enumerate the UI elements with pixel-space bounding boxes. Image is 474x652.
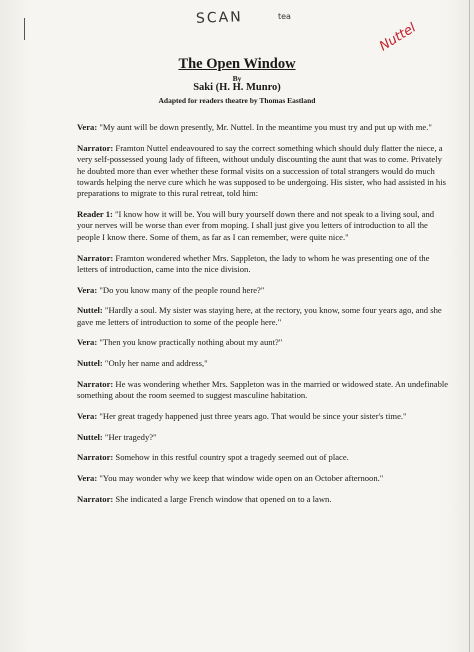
script-body <box>77 122 449 515</box>
handwritten-scan-note: SCAN <box>195 9 243 27</box>
script-line <box>77 285 449 296</box>
document-title: The Open Window <box>178 56 296 72</box>
speaker-name: Nuttel: <box>77 358 103 369</box>
handwritten-mark: tea <box>278 12 291 21</box>
line-text: Framton wondered whether Mrs. Sappleton, the lady to whom he was presenting one of the letters of introduction, came into the nice division. <box>77 252 430 274</box>
line-text: "Then you know practically nothing about my aunt?" <box>97 337 283 348</box>
line-text: He was wondering whether Mrs. Sappleton was in the married or widowed state. An undefinable something about the room seemed to suggest masculine habitation. <box>77 378 449 401</box>
handwritten-role-note: Nuttel <box>377 20 419 55</box>
line-text: "Do you know many of the people round here?" <box>97 284 265 295</box>
speaker-name: Nuttel: <box>77 431 103 442</box>
line-text: "Only her name and address," <box>102 358 208 369</box>
speaker-name: Narrator: <box>77 493 114 504</box>
line-text: "Hardly a soul. My sister was staying here, at the rectory, you know, some four years ago, and she gave me letters of introduction to some of the people here." <box>77 305 442 327</box>
script-line <box>77 432 449 443</box>
binding-mark <box>24 18 25 40</box>
adaptation-credit: Adapted for readers theatre by Thomas Eastland <box>158 96 316 105</box>
speaker-name: Vera: <box>77 122 98 132</box>
line-text: Somehow in this restful country spot a tragedy seemed out of place. <box>113 452 349 463</box>
script-line <box>77 494 449 505</box>
speaker-name: Narrator: <box>77 378 114 389</box>
script-line <box>77 122 449 133</box>
byline-by: By <box>232 74 242 83</box>
speaker-name: Vera: <box>77 284 98 295</box>
line-text: She indicated a large French window that opened on to a lawn. <box>113 493 332 504</box>
script-line <box>77 209 449 243</box>
script-line <box>77 379 449 402</box>
line-text: "I know how it will be. You will bury yourself down there and not speak to a living soul, and your nerves will be worse than ever from moping. I shall just give you letters of introduction to all the people I know there. Some of them, as far as I can remember, were quite nice." <box>77 209 435 242</box>
speaker-name: Vera: <box>77 410 98 421</box>
script-line <box>77 253 449 276</box>
speaker-name: Narrator: <box>77 252 114 263</box>
script-line <box>77 411 449 422</box>
speaker-name: Nuttel: <box>77 305 103 316</box>
speaker-name: Narrator: <box>77 142 114 153</box>
line-text: "You may wonder why we keep that window wide open on an October afternoon." <box>97 473 384 484</box>
script-line <box>77 305 449 328</box>
line-text: "My aunt will be down presently, Mr. Nuttel. In the meantime you must try and put up with me." <box>97 122 432 132</box>
speaker-name: Narrator: <box>77 452 114 463</box>
speaker-name: Vera: <box>77 337 98 348</box>
line-text: Framton Nuttel endeavoured to say the correct something which should duly flatter the niece, a very self-possessed young lady of fifteen, without unduly discounting the aunt that was to come. Privately he doubted more than ever whether these formal visits on a succession of total strangers would do much towards helping the nerve cure which he was supposed to be undergoing. His sister, who had assisted in his preparations to migrate to this rural retreat, told him: <box>77 142 446 199</box>
speaker-name: Vera: <box>77 473 98 484</box>
script-line <box>77 143 449 200</box>
line-text: "Her great tragedy happened just three years ago. That would be since your sister's time." <box>97 410 407 421</box>
script-line <box>77 337 449 348</box>
author-name: Saki (H. H. Munro) <box>193 82 281 93</box>
script-line <box>77 452 449 463</box>
script-line <box>77 473 449 484</box>
script-line <box>77 358 449 369</box>
speaker-name: Reader 1: <box>77 209 113 220</box>
line-text: "Her tragedy?" <box>102 431 157 442</box>
